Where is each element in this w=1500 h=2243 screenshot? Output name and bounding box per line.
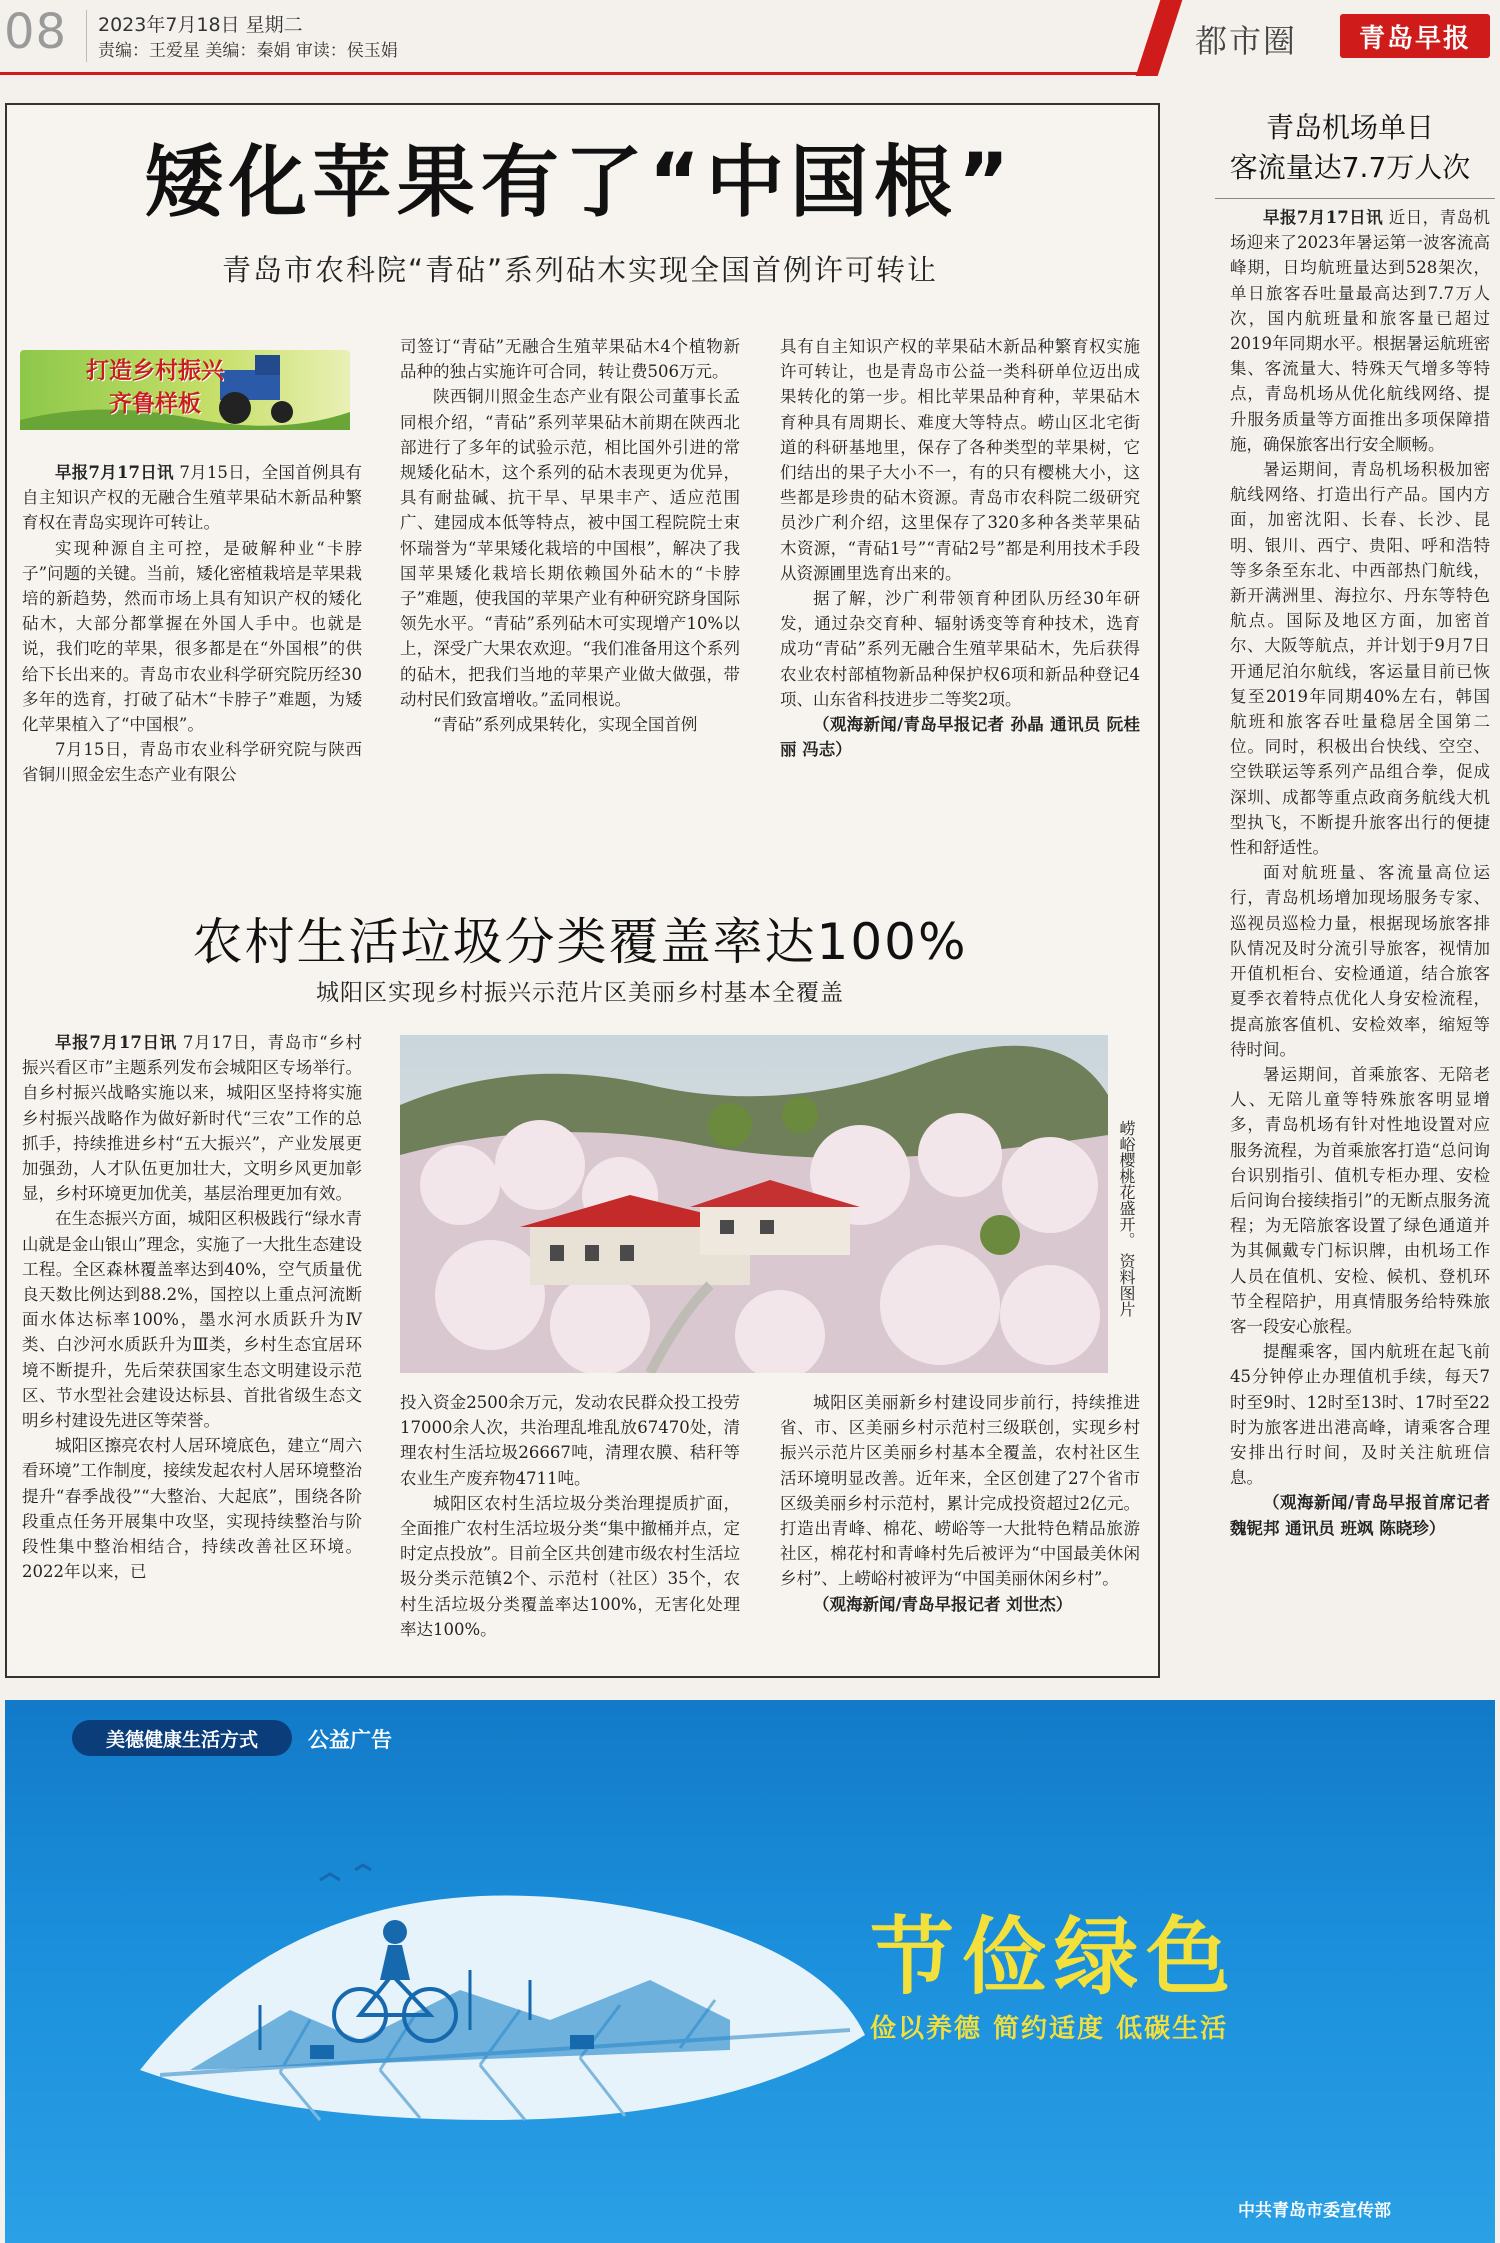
article1-headline: 矮化苹果有了“中国根” <box>144 138 1016 228</box>
dateline: 早报7月17日讯 <box>1263 208 1384 227</box>
badge-line2: 齐鲁样板 <box>109 391 201 417</box>
sidebar-headline-line1: 青岛机场单日 <box>1265 111 1434 144</box>
paragraph <box>780 712 1140 762</box>
article1-subheadline: 青岛市农科院“青砧”系列砧木实现全国首例许可转让 <box>221 253 939 287</box>
paragraph <box>22 1206 362 1433</box>
badge-label <box>40 355 270 421</box>
paragraph <box>780 586 1140 712</box>
paragraph <box>22 737 362 787</box>
sidebar-headline-line2: 客流量达7.7万人次 <box>1229 151 1471 184</box>
dateline: （观海新闻/青岛早报首席记者 魏铌邦 通讯员 班飒 陈晓珍） <box>1230 1493 1490 1538</box>
issue-date: 2023年7月18日 星期二 <box>98 14 303 36</box>
paragraph <box>400 1390 740 1491</box>
page-number: 08 <box>4 4 68 60</box>
paragraph-text: 7月15日，全国首例具有自主知识产权的无融合生殖苹果砧木新品种繁育权在青岛实现许可转让。 <box>22 463 362 533</box>
article2-subheadline: 城阳区实现乡村振兴示范片区美丽乡村基本全覆盖 <box>316 980 844 1006</box>
paragraph <box>400 334 740 384</box>
paragraph <box>22 1030 362 1206</box>
paragraph-text: 近日，青岛机场迎来了2023年暑运第一波客流高峰期，日均航班量达到528架次，单日旅客吞吐量最高达到7.7万人次，国内航班量和旅客量已超过2019年同期水平。根据暑运航班密集、客流量大、特殊天气增多等特点，青岛机场从优化航线网络、提升服务质量等方面推出多项保障措施，确保旅客出行安全顺畅。 <box>1230 208 1490 454</box>
article2-column3 <box>780 1390 1140 1617</box>
header-rule <box>0 72 1150 75</box>
cherry-blossom-photo <box>400 1035 1108 1373</box>
paragraph <box>780 1390 1140 1592</box>
paragraph-text: 7月17日，青岛市“乡村振兴看区市”主题系列发布会城阳区专场举行。自乡村振兴战略实施以来，城阳区坚持将实施乡村振兴战略作为做好新时代“三农”工作的总抓手，持续推进乡村“五大振兴”，产业发展更加强劲，人才队伍更加壮大，文明乡风更加彰显，乡村环境更加优美，基层治理更加有效。 <box>22 1033 362 1204</box>
paragraph-text: 在生态振兴方面，城阳区积极践行“绿水青山就是金山银山”理念，实施了一大批生态建设工程。全区森林覆盖率达到40%，空气质量优良天数比例达到88.2%，国控以上重点河流断面水体达标率100%，墨水河水质跃升为Ⅳ类、白沙河水质跃升为Ⅲ类，乡村生态宜居环境不断提升，先后荣获国家生态文明建设示范区、节水型社会建设达标县、首批省级生态文明乡村建设先进区等荣誉。 <box>22 1209 362 1431</box>
newspaper-logo: 青岛早报 <box>1340 14 1490 58</box>
dateline: （观海新闻/青岛早报记者 刘世杰） <box>813 1594 1073 1614</box>
paragraph <box>780 1592 1140 1617</box>
dateline: 早报7月17日讯 <box>55 463 174 482</box>
paragraph <box>400 712 740 737</box>
paragraph-text: “青砧”系列成果转化，实现全国首例 <box>433 715 698 735</box>
photo-caption: 崂峪樱桃花盛开。 资料图片 <box>1117 1120 1136 1318</box>
ad-category-tag: 美德健康生活方式 <box>72 1720 292 1756</box>
paragraph-text: 具有自主知识产权的苹果砧木新品种繁育权实施许可转让，也是青岛市公益一类科研单位迈出成果转化的第一步。相比苹果品种育种，苹果砧木育种具有周期长、难度大等特点。崂山区北宅街道的科研基地里，保存了各种类型的苹果树，它们结出的果子大小不一，有的只有樱桃大小，这些都是珍贵的砧木资源。青岛市农科院二级研究员沙广利介绍，这里保存了320多种各类苹果砧木资源，“青砧1号”“青砧2号”都是利用技术手段从资源圃里选育出来的。 <box>780 337 1140 583</box>
paragraph-text: 实现种源自主可控，是破解种业“卡脖子”问题的关键。当前，矮化密植栽培是苹果栽培的新趋势，然而市场上具有知识产权的矮化砧木，大部分都掌握在外国人手中。也就是说，我们吃的苹果，很多都是在“外国根”的供给下长出来的。青岛市农业科学研究院历经30多年的选育，打破了砧木“卡脖子”难题，为矮化苹果植入了“中国根”。 <box>22 538 362 735</box>
paragraph-text: 城阳区美丽新乡村建设同步前行，持续推进省、市、区美丽乡村示范村三级联创，实现乡村振兴示范片区美丽乡村基本全覆盖，农村社区生活环境明显改善。近年来，全区创建了27个省市区级美丽乡村示范村，累计完成投资超过2亿元。打造出青峰、棉花、崂峪等一大批特色精品旅游社区，棉花村和青峰村先后被评为“中国最美休闲乡村”、上崂峪村被评为“中国美丽休闲乡村”。 <box>780 1393 1140 1589</box>
article1-column3 <box>780 334 1140 762</box>
ad-slogan: 俭以养德 简约适度 低碳生活 <box>870 2014 1229 2044</box>
paragraph <box>22 536 362 738</box>
paragraph-text: 城阳区农村生活垃圾分类治理提质扩面，全面推广农村生活垃圾分类“集中撤桶并点，定时定点投放”。目前全区共创建市级农村生活垃圾分类示范镇2个、示范村（社区）35个，农村生活垃圾分类覆盖率达100%，无害化处理率达100%。 <box>400 1493 740 1639</box>
paragraph-text: 城阳区擦亮农村人居环境底色，建立“周六看环境”工作制度，接续发起农村人居环境整治提升“春季战役”“大整治、大起底”，围绕各阶段重点任务开展集中攻坚，实现持续整治与阶段性集中整治相结合，持续改善社区环境。2022年以来，已 <box>22 1436 362 1582</box>
paragraph <box>22 460 362 536</box>
paragraph-text: 司签订“青砧”无融合生殖苹果砧木4个植物新品种的独占实施许可合同，转让费506万元。 <box>400 337 740 382</box>
paragraph <box>1230 1339 1490 1490</box>
dateline: （观海新闻/青岛早报记者 孙晶 通讯员 阮桂丽 冯志） <box>780 715 1140 760</box>
ad-sponsor: 中共青岛市委宣传部 <box>1238 2201 1391 2221</box>
sidebar-headline <box>1200 108 1500 188</box>
paragraph-text: 陕西铜川照金生态产业有限公司董事长孟同根介绍，“青砧”系列苹果砧木前期在陕西北部进行了多年的试验示范，相比国外引进的常规矮化砧木，这个系列的砧木表现更为优异，具有耐盐碱、抗干旱、早果丰产、适应范围广、建园成本低等特点，被中国工程院院士束怀瑞誉为“苹果矮化栽培的中国根”，解决了我国苹果矮化栽培长期依赖国外砧木的“卡脖子”难题，使我国的苹果产业有种研究跻身国际领先水平。“青砧”系列砧木可实现增产10%以上，深受广大果农欢迎。“我们准备用这个系列的砧木，把我们当地的苹果产业做大做强，带动村民们致富增收。”孟同根说。 <box>400 387 740 709</box>
dateline: 早报7月17日讯 <box>55 1033 177 1052</box>
article2-column1 <box>22 1030 362 1584</box>
header-divider <box>86 10 87 62</box>
paragraph-text: 暑运期间，首乘旅客、无陪老人、无陪儿童等特殊旅客明显增多，青岛机场有针对性地设置对应服务流程，为首乘旅客打造“总问询台识别指引、值机专柜办理、安检后问询台接续指引”的无断点服务流程；为无陪旅客设置了绿色通道并为其佩戴专门标识牌，由机场工作人员在值机、安检、候机、登机环节全程陪护，用真情服务给特殊旅客一段安心旅程。 <box>1230 1064 1490 1336</box>
paragraph-text: 7月15日，青岛市农业科学研究院与陕西省铜川照金宏生态产业有限公 <box>22 740 362 785</box>
article2-column2 <box>400 1390 740 1642</box>
section-name: 都市圈 <box>1195 22 1298 60</box>
leaf-cyclist-illustration <box>130 1820 870 2140</box>
ad-type-label: 公益广告 <box>308 1728 392 1752</box>
paragraph <box>22 1433 362 1584</box>
article1-column1 <box>22 460 362 788</box>
ad-title: 节俭绿色 <box>870 1908 1239 2006</box>
paragraph <box>1230 1490 1490 1540</box>
editor-credits: 责编：王爱星 美编：秦娟 审读：侯玉娟 <box>98 41 398 61</box>
paragraph <box>1230 205 1490 457</box>
paragraph-text: 面对航班量、客流量高位运行，青岛机场增加现场服务专家、巡视员巡检力量，根据现场旅客排队情况及时分流引导旅客，视情加开值机柜台、安检通道，结合旅客夏季衣着特点优化人身安检流程，提高旅客值机、安检效率，缩短等待时间。 <box>1230 863 1490 1059</box>
paragraph <box>1230 1062 1490 1339</box>
paragraph <box>400 384 740 712</box>
article2-headline: 农村生活垃圾分类覆盖率达100% <box>192 913 968 971</box>
paragraph-text: 提醒乘客，国内航班在起飞前45分钟停止办理值机手续，每天7时至9时、12时至13时、17时至22时为旅客进出港高峰，请乘客合理安排出行时间，及时关注航班信息。 <box>1230 1342 1490 1488</box>
paragraph <box>780 334 1140 586</box>
sidebar-body <box>1230 205 1490 1541</box>
paragraph <box>1230 860 1490 1062</box>
paragraph-text: 据了解，沙广利带领育种团队历经30年研发，通过杂交育种、辐射诱变等育种技术，选育成功“青砧”系列无融合生殖苹果砧木，先后获得农业农村部植物新品种保护权6项和新品种登记4项、山东省科技进步二等奖2项。 <box>780 589 1140 709</box>
article1-column2 <box>400 334 740 737</box>
paragraph <box>400 1491 740 1642</box>
sidebar-rule <box>1215 198 1495 199</box>
badge-line1: 打造乡村振兴 <box>86 358 224 384</box>
paragraph <box>1230 457 1490 860</box>
paragraph-text: 暑运期间，青岛机场积极加密航线网络、打造出行产品。国内方面，加密沈阳、长春、长沙、昆明、银川、西宁、贵阳、呼和浩特等多条至东北、中西部热门航线，新开满洲里、海拉尔、丹东等特色航点。国际及地区方面，加密首尔、大阪等航点，并计划于9月7日开通尼泊尔航线，客运量目前已恢复至2019年同期40%左右，韩国航班和旅客吞吐量稳居全国第二位。同时，积极出台快线、空空、空铁联运等系列产品组合拳，促成深圳、成都等重点政商务航线大机型执飞，不断提升旅客出行的便捷性和舒适性。 <box>1230 460 1490 858</box>
paragraph-text: 投入资金2500余万元，发动农民群众投工投劳17000余人次，共治理乱堆乱放67470处，清理农村生活垃圾26667吨，清理农膜、秸秆等农业生产废弃物4711吨。 <box>400 1393 740 1488</box>
